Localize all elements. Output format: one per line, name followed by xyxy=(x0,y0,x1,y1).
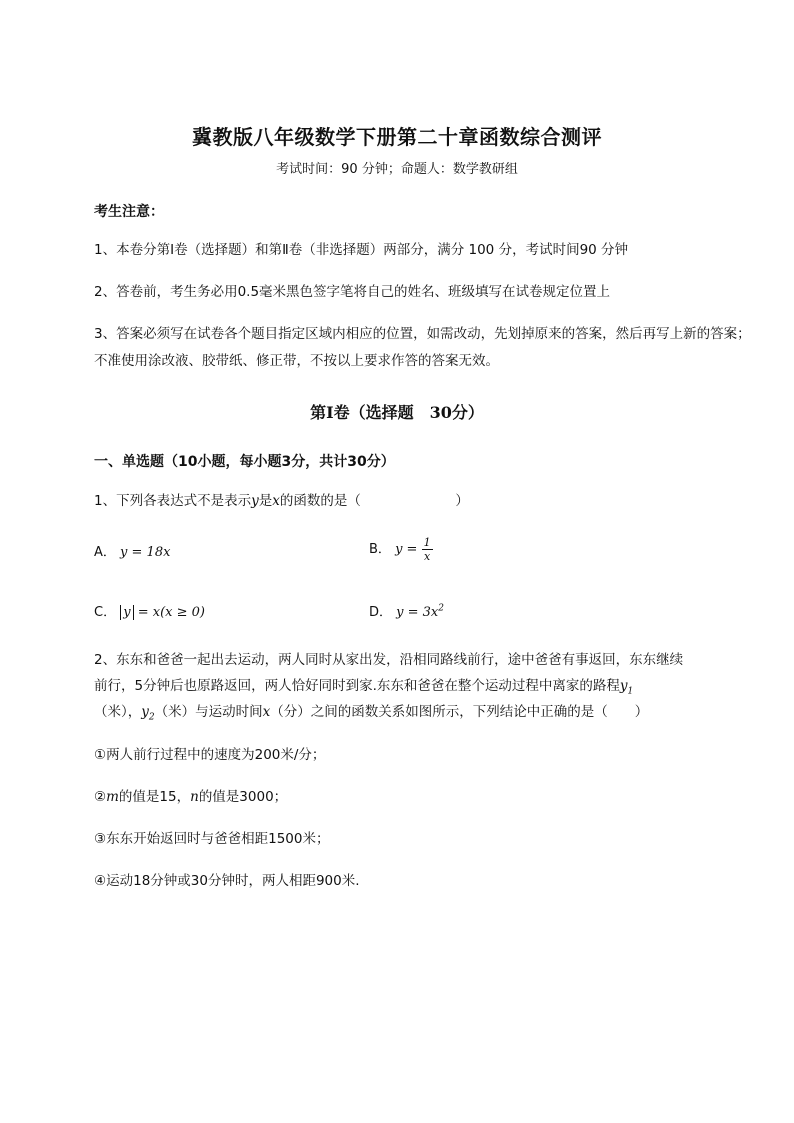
q1-option-a xyxy=(94,541,170,560)
var-m: m xyxy=(106,789,119,805)
q1-stem-c: 的函数的是（ ） xyxy=(279,493,469,509)
option-label: C． xyxy=(94,605,117,620)
q1-var-y: y xyxy=(251,493,259,509)
q1-var-x: x xyxy=(272,493,280,509)
q1-option-b xyxy=(369,536,433,563)
notice-item-3: 3、答案必须写在试卷各个题目指定区域内相应的位置，如需改动，先划掉原来的答案，然后再写上新的答案；不准使用涂改液、胶带纸、修正带，不按以上要求作答的答案无效。 xyxy=(94,326,751,369)
page-title: 冀教版八年级数学下册第二十章函数综合测评 xyxy=(192,125,602,149)
q1-stem-a: 1、下列各表达式不是表示 xyxy=(94,493,252,509)
var-y1: y xyxy=(619,678,628,694)
q2-line-1: 2、东东和爸爸一起出去运动，两人同时从家出发，沿相同路线前行，途中爸爸有事返回，东东继续 xyxy=(94,652,684,668)
exam-info: 考试时间：90 分钟；命题人：数学教研组 xyxy=(276,162,518,177)
section-title: 第Ⅰ卷（选择题 30分） xyxy=(310,403,484,422)
var-n: n xyxy=(190,789,199,805)
s2-mid: 的值是15， xyxy=(118,789,191,805)
s2-prefix: ② xyxy=(94,789,107,805)
fraction-denominator: x xyxy=(423,550,431,563)
q2-line-3c: （分）之间的函数关系如图所示，下列结论中正确的是（ ） xyxy=(270,704,649,720)
q1-option-d xyxy=(369,601,444,620)
var-y1-subscript: 1 xyxy=(627,686,634,697)
fraction-numerator: 1 xyxy=(423,536,431,549)
q1-option-c xyxy=(94,601,205,620)
q1-stem-b: 是 xyxy=(258,493,273,509)
q2-line-2-text: 前行，5分钟后也原路返回，两人恰好同时到家.东东和爸爸在整个运动过程中离家的路程 xyxy=(94,678,620,694)
fraction xyxy=(422,536,433,563)
notice-heading: 考生注意： xyxy=(94,204,164,220)
exponent: 2 xyxy=(438,603,444,614)
option-label: D． xyxy=(369,605,393,620)
var-y2-subscript: 2 xyxy=(148,712,155,723)
option-label: A． xyxy=(94,545,116,560)
notice-item-1: 1、本卷分第Ⅰ卷（选择题）和第Ⅱ卷（非选择题）两部分，满分 100 分，考试时间90 分钟 xyxy=(94,242,629,258)
notice-item-2: 2、答卷前，考生务必用0.5毫米黑色签字笔将自己的姓名、班级填写在试卷规定位置上 xyxy=(94,284,611,300)
absolute-value: y xyxy=(120,605,133,620)
q2-line-3b: （米）与运动时间 xyxy=(154,704,263,720)
s2-end: 的值是3000； xyxy=(198,789,288,805)
option-label: B． xyxy=(369,542,391,557)
var-x: x xyxy=(262,704,271,720)
q2-statement-3: ③东东开始返回时与爸爸相距1500米； xyxy=(94,831,330,847)
var-y2: y xyxy=(141,704,149,720)
option-expression: y = 18x xyxy=(120,545,171,560)
part-heading: 一、单选题（10小题，每小题3分，共计30分） xyxy=(94,454,395,470)
question-1-stem xyxy=(94,488,469,515)
q2-statement-1: ①两人前行过程中的速度为200米/分； xyxy=(94,747,326,763)
option-expression: y = xyxy=(395,542,418,557)
q2-line-3a: （米）， xyxy=(94,704,142,720)
q2-statement-4: ④运动18分钟或30分钟时，两人相距900米. xyxy=(94,873,360,889)
option-expression: y = 3x xyxy=(396,605,439,620)
q2-line-3 xyxy=(94,699,648,732)
option-expression: = x(x ≥ 0) xyxy=(137,605,205,620)
q2-statement-2 xyxy=(94,784,287,811)
